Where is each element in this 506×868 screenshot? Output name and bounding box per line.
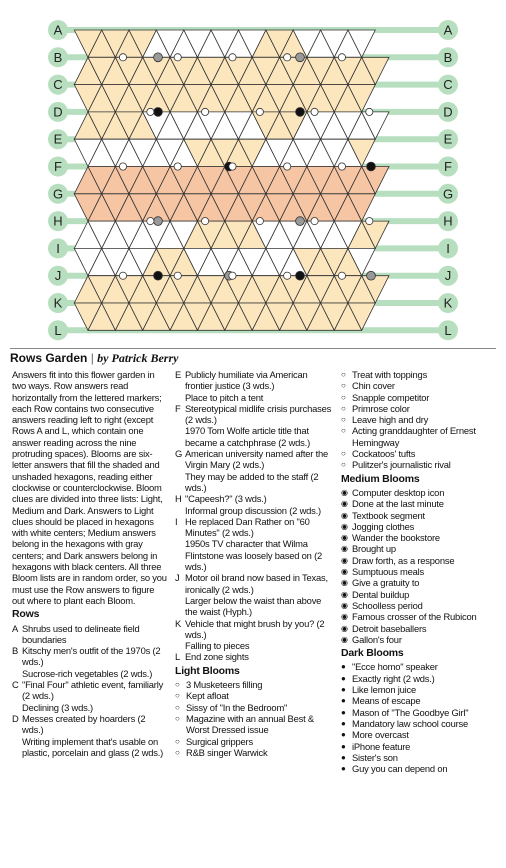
row-clue bbox=[175, 448, 335, 471]
light-blooms-part-1 bbox=[175, 679, 335, 758]
medium-bloom-clue bbox=[341, 498, 501, 509]
medium-bloom-center bbox=[367, 271, 376, 280]
row-clue-letter: H bbox=[175, 493, 182, 505]
dark-bloom-marker-icon: ● bbox=[341, 741, 346, 751]
medium-bloom-clue bbox=[341, 600, 501, 611]
medium-bloom-text: Draw forth, as a response bbox=[352, 554, 455, 566]
row-clue-text: Stereotypical midlife crisis purchases (2 wds.) bbox=[185, 402, 332, 426]
row-clue bbox=[175, 505, 335, 516]
row-letter-left: L bbox=[54, 322, 62, 338]
light-bloom-marker-icon: ○ bbox=[341, 381, 346, 391]
row-clue-letter: E bbox=[175, 369, 182, 380]
light-bloom-marker-icon: ○ bbox=[175, 691, 180, 701]
row-letter-left: E bbox=[53, 131, 63, 147]
row-letter-right: H bbox=[443, 213, 453, 229]
row-clue bbox=[175, 538, 335, 572]
row-clue bbox=[12, 713, 167, 736]
light-bloom-center bbox=[147, 108, 154, 115]
light-bloom-text: Snapple competitor bbox=[352, 391, 430, 403]
light-bloom-center bbox=[174, 272, 181, 279]
medium-bloom-clue bbox=[341, 510, 501, 521]
light-bloom-text: R&B singer Warwick bbox=[186, 746, 268, 758]
light-bloom-marker-icon: ○ bbox=[341, 449, 346, 459]
row-clue-text: American university named after the Virgin Mary (2 wds.) bbox=[185, 448, 329, 471]
medium-bloom-marker-icon: ◉ bbox=[341, 487, 348, 497]
row-clue-text: "Capeesh?" (3 wds.) bbox=[185, 493, 267, 505]
row-clue-text: Informal group discussion (2 wds.) bbox=[185, 504, 321, 516]
medium-bloom-marker-icon: ◉ bbox=[341, 555, 348, 565]
row-clue-letter: B bbox=[12, 645, 19, 657]
light-bloom-center bbox=[284, 163, 291, 170]
row-clue bbox=[175, 618, 335, 641]
dark-bloom-center bbox=[154, 271, 163, 280]
dark-bloom-marker-icon: ● bbox=[341, 696, 346, 706]
dark-bloom-marker-icon: ● bbox=[341, 764, 346, 774]
row-clue bbox=[175, 640, 335, 651]
light-bloom-clue bbox=[341, 403, 501, 414]
title-separator: | bbox=[90, 351, 98, 365]
light-bloom-center bbox=[174, 163, 181, 170]
light-bloom-clue bbox=[175, 736, 335, 747]
row-letter-right: J bbox=[444, 268, 452, 284]
row-letter-left: K bbox=[53, 295, 63, 311]
medium-bloom-center bbox=[154, 53, 163, 62]
light-bloom-marker-icon: ○ bbox=[341, 460, 346, 470]
row-letter-right: G bbox=[442, 186, 454, 202]
row-clue-text: Falling to pieces bbox=[185, 640, 250, 652]
light-bloom-text: Kept afloat bbox=[186, 690, 229, 702]
medium-bloom-marker-icon: ◉ bbox=[341, 499, 348, 509]
row-letter-left: J bbox=[54, 268, 62, 284]
row-clue bbox=[12, 668, 167, 679]
light-bloom-clue bbox=[341, 380, 501, 391]
medium-bloom-center bbox=[296, 217, 305, 226]
dark-bloom-marker-icon: ● bbox=[341, 673, 346, 683]
medium-bloom-marker-icon: ◉ bbox=[341, 567, 348, 577]
dark-bloom-text: Exactly right (2 wds.) bbox=[352, 672, 435, 684]
dark-bloom-marker-icon: ● bbox=[341, 662, 346, 672]
medium-bloom-clue bbox=[341, 566, 501, 577]
dark-bloom-marker-icon: ● bbox=[341, 718, 346, 728]
row-clue bbox=[12, 702, 167, 713]
dark-bloom-text: Means of escape bbox=[352, 695, 421, 707]
medium-bloom-text: Gallon's four bbox=[352, 633, 402, 645]
row-clue bbox=[175, 471, 335, 494]
light-bloom-marker-icon: ○ bbox=[175, 713, 180, 723]
dark-bloom-clue bbox=[341, 695, 501, 706]
light-bloom-center bbox=[338, 272, 345, 279]
row-clue-text: Sucrose-rich vegetables (2 wds.) bbox=[22, 667, 153, 679]
row-clue-text: Kitschy men's outfit of the 1970s (2 wds.) bbox=[22, 645, 161, 668]
dark-bloom-center bbox=[154, 108, 163, 117]
light-bloom-clue bbox=[175, 679, 335, 690]
medium-bloom-text: Give a gratuity to bbox=[352, 577, 420, 589]
medium-blooms-list bbox=[341, 487, 501, 645]
row-clue-letter: J bbox=[175, 572, 180, 584]
row-clue-text: Writing implement that's usable on plastic, porcelain and glass (2 wds.) bbox=[22, 735, 164, 758]
light-bloom-marker-icon: ○ bbox=[341, 426, 346, 436]
light-bloom-center bbox=[366, 108, 373, 115]
medium-bloom-text: Done at the last minute bbox=[352, 498, 444, 510]
dark-bloom-text: iPhone feature bbox=[352, 740, 411, 752]
row-clue bbox=[12, 645, 167, 668]
dark-bloom-text: Guy you can depend on bbox=[352, 763, 448, 775]
clues-column-3 bbox=[341, 369, 501, 774]
medium-bloom-marker-icon: ◉ bbox=[341, 533, 348, 543]
medium-bloom-marker-icon: ◉ bbox=[341, 623, 348, 633]
dark-bloom-clue bbox=[341, 661, 501, 672]
light-bloom-clue bbox=[175, 702, 335, 713]
row-clue-text: End zone sights bbox=[185, 651, 249, 663]
dark-bloom-marker-icon: ● bbox=[341, 707, 346, 717]
light-bloom-clue bbox=[341, 369, 501, 380]
medium-bloom-marker-icon: ◉ bbox=[341, 600, 348, 610]
row-letter-right: E bbox=[443, 131, 453, 147]
puzzle-title-bar bbox=[10, 348, 496, 367]
light-bloom-marker-icon: ○ bbox=[341, 403, 346, 413]
light-bloom-center bbox=[229, 163, 236, 170]
light-bloom-marker-icon: ○ bbox=[175, 702, 180, 712]
light-bloom-center bbox=[229, 272, 236, 279]
dark-bloom-text: Sister's son bbox=[352, 751, 398, 763]
light-bloom-clue bbox=[341, 425, 501, 448]
medium-bloom-marker-icon: ◉ bbox=[341, 612, 348, 622]
dark-bloom-clue bbox=[341, 763, 501, 774]
clues-column-2 bbox=[175, 369, 335, 758]
medium-bloom-clue bbox=[341, 589, 501, 600]
light-bloom-center bbox=[338, 54, 345, 61]
light-bloom-text: Treat with toppings bbox=[352, 369, 428, 380]
row-clue bbox=[175, 493, 335, 504]
medium-bloom-center bbox=[296, 53, 305, 62]
row-letter-right: D bbox=[443, 104, 453, 120]
light-bloom-text: Cockatoos' tufts bbox=[352, 448, 416, 460]
dark-bloom-clue bbox=[341, 673, 501, 684]
row-clue-letter: I bbox=[175, 515, 178, 527]
row-clue-text: Publicly humiliate via American frontier justice (3 wds.) bbox=[185, 369, 308, 392]
row-clue-text: Messes created by hoarders (2 wds.) bbox=[22, 712, 146, 736]
row-clue bbox=[12, 623, 167, 646]
row-letter-right: C bbox=[443, 77, 453, 93]
row-clue-text: 1970 Tom Wolfe article title that became a catchphrase (2 wds.) bbox=[185, 425, 310, 448]
row-clue-letter: L bbox=[175, 651, 181, 663]
light-bloom-center bbox=[256, 108, 263, 115]
medium-bloom-marker-icon: ◉ bbox=[341, 510, 348, 520]
light-blooms-heading: Light Blooms bbox=[175, 664, 240, 677]
light-bloom-center bbox=[119, 54, 126, 61]
dark-blooms-list bbox=[341, 661, 501, 774]
light-bloom-clue bbox=[175, 713, 335, 736]
medium-bloom-text: Jogging clothes bbox=[352, 520, 415, 532]
light-bloom-text: Magazine with an annual Best & Worst Dressed issue bbox=[186, 712, 314, 736]
medium-bloom-text: Wander the bookstore bbox=[352, 532, 440, 544]
light-bloom-marker-icon: ○ bbox=[341, 392, 346, 402]
medium-bloom-clue bbox=[341, 487, 501, 498]
dark-bloom-clue bbox=[341, 729, 501, 740]
light-bloom-center bbox=[366, 218, 373, 225]
light-bloom-center bbox=[338, 163, 345, 170]
puzzle-title: Rows Garden bbox=[10, 351, 88, 365]
row-letter-right: B bbox=[443, 49, 453, 65]
light-bloom-marker-icon: ○ bbox=[341, 370, 346, 379]
row-clue-letter: G bbox=[175, 448, 183, 460]
row-clue bbox=[175, 425, 335, 448]
puzzle-byline: by Patrick Berry bbox=[97, 351, 179, 365]
dark-bloom-text: Mandatory law school course bbox=[352, 717, 469, 729]
medium-bloom-clue bbox=[341, 611, 501, 622]
medium-bloom-text: Detroit baseballers bbox=[352, 622, 427, 634]
row-clue-text: Shrubs used to delineate field boundaries bbox=[22, 622, 140, 645]
medium-bloom-marker-icon: ◉ bbox=[341, 634, 348, 644]
rows-heading: Rows bbox=[12, 608, 40, 621]
light-bloom-center bbox=[284, 54, 291, 61]
row-letter-left: I bbox=[56, 240, 60, 256]
medium-bloom-text: Dental buildup bbox=[352, 588, 410, 600]
light-bloom-text: Pulitzer's journalistic rival bbox=[352, 459, 451, 471]
dark-bloom-clue bbox=[341, 718, 501, 729]
row-letter-left: G bbox=[52, 186, 64, 202]
dark-blooms-heading: Dark Blooms bbox=[341, 647, 404, 660]
light-bloom-clue bbox=[341, 392, 501, 403]
row-clue-text: "Final Four" athletic event, familiarly (2 wds.) bbox=[22, 679, 164, 702]
medium-bloom-clue bbox=[341, 555, 501, 566]
row-letter-left: D bbox=[53, 104, 63, 120]
row-clue bbox=[12, 736, 167, 759]
medium-bloom-clue bbox=[341, 623, 501, 634]
medium-bloom-clue bbox=[341, 532, 501, 543]
dark-bloom-text: Like lemon juice bbox=[352, 684, 417, 696]
medium-bloom-center bbox=[154, 217, 163, 226]
light-bloom-center bbox=[119, 272, 126, 279]
row-clue bbox=[175, 369, 335, 392]
medium-bloom-text: Famous crosser of the Rubicon bbox=[352, 611, 477, 623]
medium-bloom-clue bbox=[341, 577, 501, 588]
light-bloom-text: Primrose color bbox=[352, 402, 410, 414]
row-letter-right: L bbox=[444, 322, 452, 338]
light-bloom-text: 3 Musketeers filling bbox=[186, 679, 263, 691]
light-bloom-center bbox=[256, 218, 263, 225]
light-bloom-clue bbox=[175, 690, 335, 701]
medium-bloom-marker-icon: ◉ bbox=[341, 521, 348, 531]
instructions: Answers fit into this flower garden in two ways. Row answers read horizontally from the lettered markers; each Row contains two consecutive answers reading left to right (except Rows A and L, which contain one answer reading across the nine protruding spaces). Blooms are six-letter answers that fill the shaded and unshaded hexagons, reading either clockwise or counterclockwise. Bloom clues are divided into three lists: Light, Medium and Dark. Answers to Light clues should be placed in hexagons with white centers; Medium answers belong in the hexagons with gray centers; and Dark answers belong in hexagons with black centers. All three Bloom lists are in random order, so you must use the Row answers to figure out where to plant each Bloom. bbox=[12, 369, 167, 606]
light-bloom-center bbox=[311, 218, 318, 225]
row-clue-letter: C bbox=[12, 679, 19, 691]
medium-blooms-heading: Medium Blooms bbox=[341, 472, 420, 485]
light-bloom-text: Chin cover bbox=[352, 380, 395, 392]
row-letter-right: A bbox=[443, 22, 453, 38]
medium-bloom-clue bbox=[341, 521, 501, 532]
row-clue bbox=[175, 392, 335, 403]
light-bloom-center bbox=[147, 218, 154, 225]
light-bloom-center bbox=[201, 108, 208, 115]
light-bloom-center bbox=[311, 108, 318, 115]
clues-column-1 bbox=[12, 369, 167, 758]
row-letter-right: F bbox=[444, 159, 452, 174]
dark-bloom-text: "Ecce homo" speaker bbox=[352, 661, 438, 673]
row-clue-letter: D bbox=[12, 712, 19, 724]
row-letter-left: A bbox=[53, 22, 63, 38]
medium-bloom-marker-icon: ◉ bbox=[341, 589, 348, 599]
row-clue bbox=[175, 403, 335, 426]
dark-bloom-center bbox=[296, 271, 305, 280]
medium-bloom-marker-icon: ◉ bbox=[341, 544, 348, 554]
dark-bloom-clue bbox=[341, 707, 501, 718]
row-clue-text: Declining (3 wds.) bbox=[22, 701, 93, 713]
dark-bloom-center bbox=[367, 162, 376, 171]
row-clue bbox=[12, 679, 167, 702]
rows-clues-part-1 bbox=[12, 623, 167, 759]
dark-bloom-marker-icon: ● bbox=[341, 730, 346, 740]
row-clue-letter: K bbox=[175, 617, 182, 629]
light-bloom-text: Sissy of "In the Bedroom" bbox=[186, 701, 288, 713]
row-clue bbox=[175, 595, 335, 618]
rows-garden-grid bbox=[0, 0, 506, 345]
row-clue-letter: A bbox=[12, 622, 19, 634]
row-clue-text: Motor oil brand now based in Texas, ironically (2 wds.) bbox=[185, 572, 328, 595]
row-clue-letter: F bbox=[175, 402, 181, 414]
row-clue-text: He replaced Dan Rather on "60 Minutes" (2 wds.) bbox=[185, 515, 310, 539]
dark-bloom-marker-icon: ● bbox=[341, 685, 346, 695]
medium-bloom-marker-icon: ◉ bbox=[341, 578, 348, 588]
dark-bloom-clue bbox=[341, 752, 501, 763]
light-bloom-clue bbox=[175, 747, 335, 758]
light-bloom-marker-icon: ○ bbox=[175, 736, 180, 746]
light-bloom-text: Acting granddaughter of Ernest Hemingway bbox=[352, 425, 476, 448]
light-bloom-center bbox=[174, 54, 181, 61]
medium-bloom-clue bbox=[341, 543, 501, 554]
light-bloom-marker-icon: ○ bbox=[341, 415, 346, 425]
medium-bloom-clue bbox=[341, 634, 501, 645]
row-letter-left: B bbox=[53, 49, 63, 65]
row-letter-right: K bbox=[443, 295, 453, 311]
row-clue-text: 1950s TV character that Wilma Flintstone was loosely based on (2 wds.) bbox=[185, 538, 323, 573]
row-clue-text: Larger below the waist than above the waist (Hyph.) bbox=[185, 594, 322, 618]
row-letter-right: I bbox=[446, 240, 450, 256]
row-clue-text: Place to pitch a tent bbox=[185, 391, 264, 403]
row-clue bbox=[175, 651, 335, 662]
light-bloom-marker-icon: ○ bbox=[175, 747, 180, 757]
light-bloom-clue bbox=[341, 448, 501, 459]
medium-bloom-text: Computer desktop icon bbox=[352, 486, 445, 498]
dark-bloom-marker-icon: ● bbox=[341, 752, 346, 762]
medium-bloom-text: Schoolless period bbox=[352, 599, 423, 611]
row-letter-left: H bbox=[53, 213, 63, 229]
medium-bloom-text: Textbook segment bbox=[352, 509, 425, 521]
light-bloom-text: Surgical grippers bbox=[186, 735, 253, 747]
row-clue bbox=[175, 516, 335, 539]
dark-bloom-text: Mason of "The Goodbye Girl" bbox=[352, 706, 469, 718]
dark-bloom-text: More overcast bbox=[352, 729, 409, 741]
dark-bloom-center bbox=[296, 108, 305, 117]
light-bloom-text: Leave high and dry bbox=[352, 414, 429, 426]
row-letter-left: C bbox=[53, 77, 63, 93]
row-clue-text: They may be added to the staff (2 wds.) bbox=[185, 470, 319, 493]
light-blooms-part-2 bbox=[341, 369, 501, 471]
light-bloom-center bbox=[119, 163, 126, 170]
medium-bloom-text: Brought up bbox=[352, 543, 396, 555]
dark-bloom-clue bbox=[341, 684, 501, 695]
rows-clues-part-2 bbox=[175, 369, 335, 663]
light-bloom-clue bbox=[341, 459, 501, 470]
light-bloom-center bbox=[284, 272, 291, 279]
medium-bloom-text: Sumptuous meals bbox=[352, 566, 425, 578]
light-bloom-clue bbox=[341, 414, 501, 425]
row-letter-left: F bbox=[54, 159, 62, 174]
dark-bloom-clue bbox=[341, 741, 501, 752]
light-bloom-center bbox=[201, 218, 208, 225]
light-bloom-marker-icon: ○ bbox=[175, 680, 180, 690]
row-clue-text: Vehicle that might brush by you? (2 wds.) bbox=[185, 617, 325, 640]
row-clue bbox=[175, 572, 335, 595]
light-bloom-center bbox=[229, 54, 236, 61]
